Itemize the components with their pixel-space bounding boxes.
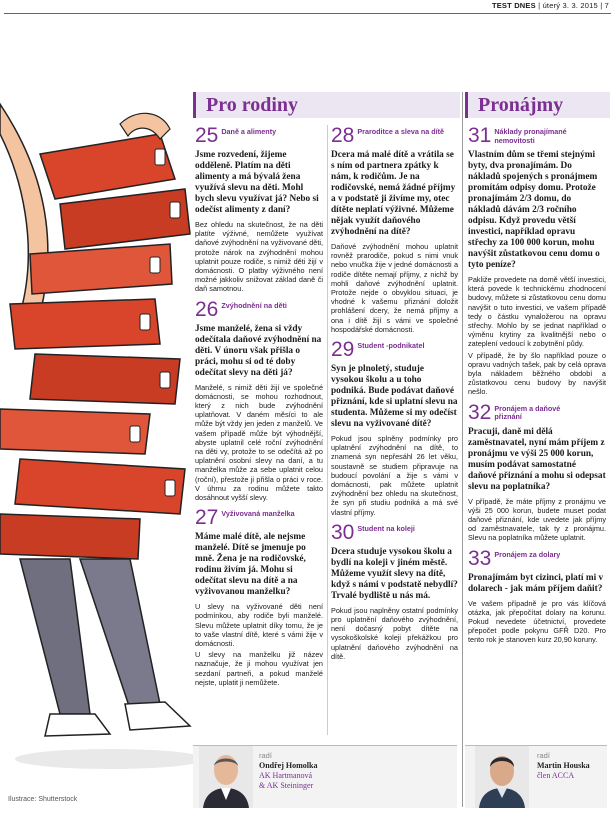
illustration-credit: Ilustrace: Shutterstock: [8, 796, 78, 803]
section-bar-rentals: [465, 92, 610, 118]
question-tag: Praroditce a sleva na dítě: [357, 127, 445, 136]
advisor-text-right: [537, 751, 590, 781]
column-3: [468, 126, 606, 651]
advisor-role: radí: [537, 751, 550, 760]
question-title: Jsme manželé, žena si vždy odečítala daňové zvýhodnění na děti. V únoru však přišla o práci, mohu si od té doby odečítat slevy na děti já?: [195, 323, 322, 378]
question-number: 29: [331, 338, 355, 362]
question-29: [331, 340, 458, 517]
question-27: [195, 508, 323, 687]
question-33: [468, 546, 606, 645]
column-1: [195, 126, 323, 693]
answer-text: Ve vašem případně je pro vás klíčová otázka, jak přepočítat dolary na korunu. Pokud nevedete účetnictví, provedete přepočet podle pokynu GFŘ D20. Pro tento rok je stanoven kurz 20,90 koruny.: [468, 598, 606, 645]
question-number: 25: [195, 124, 219, 147]
column-divider: [462, 92, 463, 807]
question-number: 28: [331, 124, 355, 147]
question-25: [195, 126, 323, 294]
advisor-photo-homolka: [199, 746, 253, 808]
question-26: [195, 297, 323, 503]
answer-text: V případě, že máte příjmy z pronájmu ve výši 25 000 korun, budete muset podat daňové přiznání, kde uvedete jak příjmy od zaměstnavatele, tak ty z pronájmu. Slevu na poplatníka můžete uplatnit.: [468, 496, 606, 543]
page-header: [0, 0, 615, 14]
question-title: Pronajímám byt cizinci, platí mi v dolarech - jak mám příjem daňit?: [468, 572, 604, 594]
question-tag: Vyživovaná manželka: [221, 509, 295, 519]
advisor-box-left: [193, 745, 457, 808]
advisor-role: radí: [259, 751, 272, 760]
question-28: [331, 126, 458, 334]
question-title: Máme malé dítě, ale nejsme manželé. Dítě se jmenuje po mně. Žena je na rodičovské, rodinu živím já. Mohu si odečítat slevu na dítě a na vyživovanou manželku?: [195, 532, 306, 598]
advisor-box-right: [465, 745, 607, 808]
question-title: Jsme rozvedení, žijeme odděleně. Platím na děti alimenty a má bývalá žena využívá slevu na děti. Mohl bych slevu využívat já? Nebo si odečíst alimenty z daní?: [195, 150, 319, 215]
answer-text: Pokud jsou splněny podmínky pro uplatnění zvýhodnění na dítě, to znamená syn nepřesáhl 26 let věku, soustavně se studiem připravuje na budoucí povolání a žije s vámi v domácnosti, pak můžete uplatnit zvýhodnění bez ohledu na skutečnost, že syn při studiu podniká a má své vlastní příjmy.: [331, 434, 458, 517]
header-text: TEST DNES | úterý 3. 3. 2015 | 7: [491, 1, 609, 10]
question-32: [468, 400, 606, 543]
question-tag: Zvýhodnění na děti: [221, 300, 287, 310]
question-30: [331, 520, 458, 661]
question-tag: Pronájem a daňové přiznání: [494, 403, 561, 422]
answer-text: U slevy na manželku již název naznačuje, že ji mohou využívat jen sezdaní partneři, a pokud manželé nejste, uplatit ji nemůžete.: [195, 650, 323, 687]
publication-name: TEST DNES: [491, 1, 536, 10]
question-title: Dcera studuje vysokou školu a bydlí na koleji v jiném městě. Můžeme využít slevy na dítě, když s námi v podstatě nebydlí? Trvalé bydliště u nás má.: [331, 546, 458, 601]
question-title: Pracuji, daně mi dělá zaměstnavatel, nyní mám příjem z pronájmu ve výši 25 000 korun, musím podávat samostatné daňové přiznání a mohu si odepsat slevu na poplatníka?: [468, 426, 606, 492]
advisor-photo-houska: [475, 746, 529, 808]
advisor-name: Ondřej Homolka: [259, 761, 318, 770]
advisor-firm: AK Hartmanová: [259, 771, 313, 780]
answer-text: Daňové zvýhodnění mohou uplatnit rovněž prarodiče, pokud s nimi vnuk nebo vnučka žije v jedné domácnosti a rodiče dítěte nemají příjmy, z nichž by mohli daňové zvýhodnění uplatnit. Protože nejde o obvyklou situaci, je vhodné k vašemu přiznání doložit prohlášení dcery, že nemá příjmy a ona i dítě žijí s vámi ve společné hospodářské domácnosti.: [331, 242, 458, 334]
question-tag: Student -podnikatel: [357, 341, 425, 351]
question-number: 31: [468, 124, 492, 147]
question-title: Syn je plnoletý, studuje vysokou školu a u toho podniká. Bude podávat daňové přiznání, kde si uplatní slevu na studenta. Můžeme si my odečíst slevu na vyživované dítě?: [331, 364, 458, 430]
answer-text: Pakliže provedete na domě větší investici, která povede k technickému zhodnocení budovy, můžete si zůstatkovou cenu domu navýšit o tuto investici, ve vašem případě tedy o částku vynaložerou na opravu střechy. Mohlo by se jednat například o výměnu krytiny za kvalitnější nebo o zateplení vedoucí k zobytnění půdy.: [468, 275, 606, 349]
question-tag: Student na koleji: [357, 523, 415, 533]
question-number: 32: [468, 400, 492, 424]
answer-text: Manželé, s nimiž děti žijí ve společné domácnosti, se mohou rozhodnout, který z nich bude zvýhodnění uplatňovat. V daném měsíci to ale může být vždy jen jeden z manželů. Ve vašem případě může být výhodnější, abyste uplatnil celé roční zvýhodnění na děti vy, protože to se odečítá až po uplatnění osobní slevy na daní, a tu manželka může za sebe uplatnit celou (roční), přestože ji přišla o práci v roce. V úhrnu za rodinu můžete takto dosáhnout vyšší slevy.: [195, 382, 323, 503]
question-title: Vlastním dům se třemi stejnými byty, dva pronajímám. Do nákladů spojených s pronájmem promítám odpisy domu. Protože pronajímám 2/3 domu, do nákladů dávám 2/3 ročního odpisu. Když provedu větší investici, například opravu střechy za 100 000 korun, mohu navýšit zůstatkovou cenu domu o tyto peníze?: [468, 150, 600, 270]
advisor-text-left: [259, 751, 317, 791]
advisor-name: Martin Houska: [537, 761, 590, 770]
question-title: Dcera má malé dítě a vrátila se s ním od partnera zpátky k nám, k rodičům. Je na rodičovské, nemá žádné příjmy a v podstatě ji živíme my, otec dítěte neplatí výživné. Můžeme nějak využít daňového zvýhodnění na dítě?: [331, 150, 456, 237]
question-tag: Daně a alimenty: [221, 127, 277, 136]
section-title-families: Pro rodiny: [206, 94, 299, 116]
answer-text: Pokud jsou naplněny ostatní podmínky pro uplatnění daňového zvýhodnění, není dočasný pobyt dítěte na vysokoškolské koleji překážkou pro uplatnění daňového zvýhodnění na dítě.: [331, 605, 458, 661]
question-number: 27: [195, 506, 219, 530]
question-number: 26: [195, 297, 219, 321]
question-tag: Náklady pronajímané nemovitosti: [494, 127, 567, 145]
advisor-firm: člen ACCA: [537, 771, 575, 780]
advisor-firm-2: & AK Steininger: [259, 781, 314, 790]
section-bar-families: [193, 92, 460, 118]
answer-text: U slevy na vyživované děti není podmínkou, aby rodiče byli manželé. Slevu můžete uplatnit díky tomu, že je to vaše vlastní dítě, které s vámi žije v domácnosti.: [195, 602, 323, 649]
issue-date: úterý 3. 3. 2015: [542, 1, 598, 10]
section-title-rentals: Pronájmy: [478, 94, 564, 116]
question-31: [468, 126, 606, 397]
column-divider-inner: [327, 125, 328, 735]
answer-text: Bez ohledu na skutečnost, že na děti platíte výživné, nemůžete využívat daňové zvýhodnění na vyživované děti, protože nárok na zvýhodnění mohou uplatnit pouze rodiče, s nimiž děti žijí v domácnosti. O platby výživného není možné jakkoliv snižovat základ daně či daň samotnou.: [195, 220, 323, 294]
question-tag: Pronájem za dolary: [494, 549, 561, 559]
page-number: 7: [604, 1, 609, 10]
column-2: [331, 126, 458, 667]
question-number: 33: [468, 546, 492, 570]
answer-text: V případě, že by šlo například pouze o opravu vadných tašek, pak by celá oprava byla nákladem běžného období a zůstatkovou cenu budovy by navýšit nešlo.: [468, 350, 606, 397]
binder-stack-illustration: [0, 14, 200, 814]
question-number: 30: [331, 520, 355, 544]
